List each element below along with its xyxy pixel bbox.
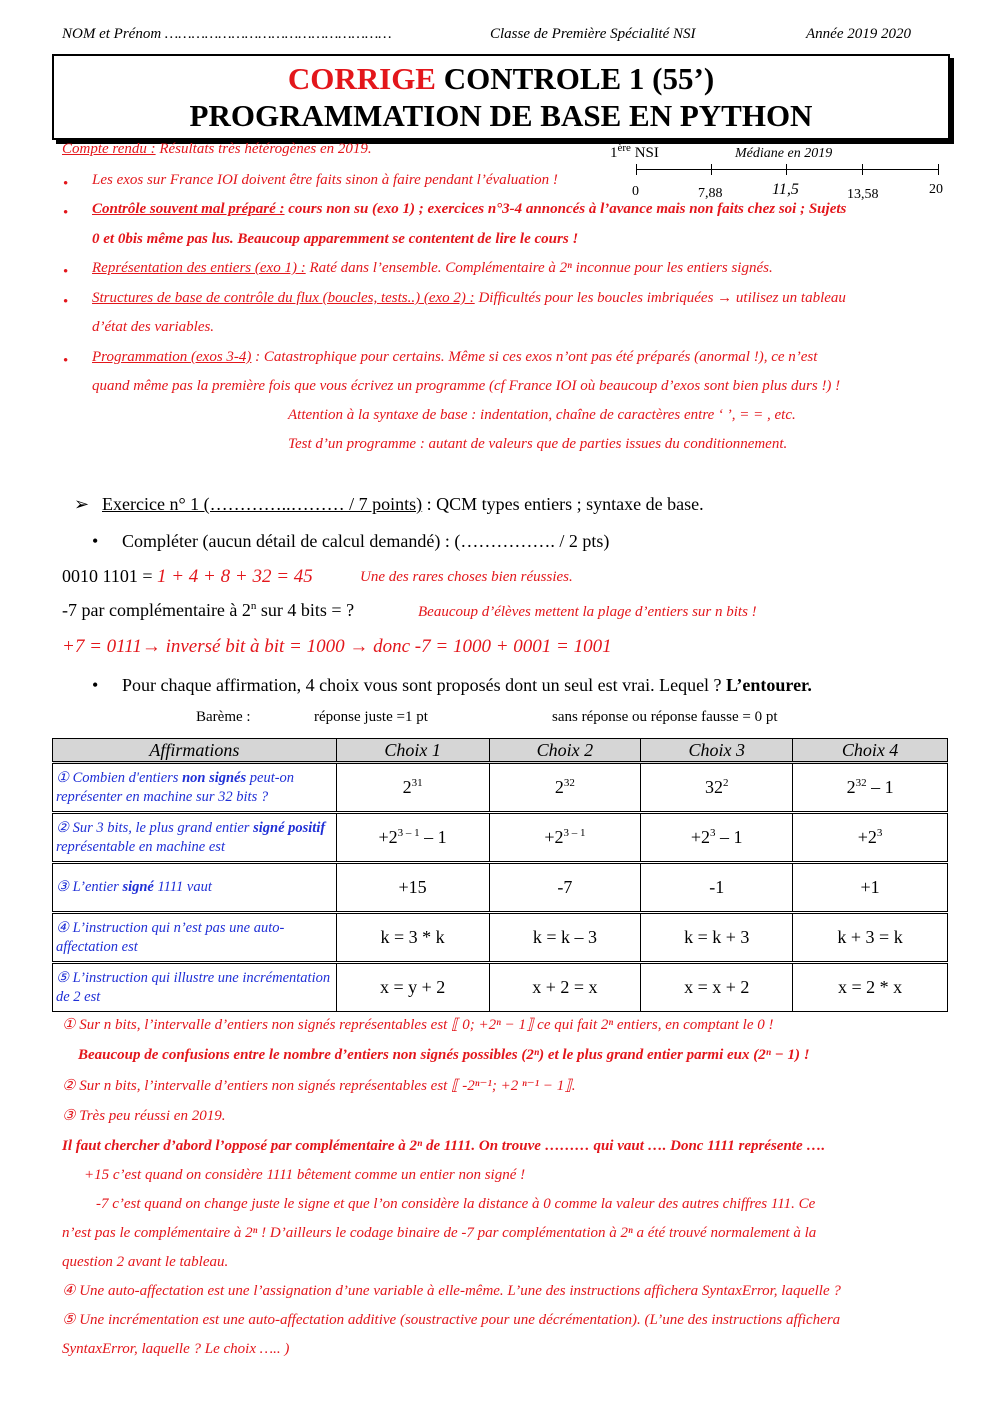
table-header: Choix 2 bbox=[489, 739, 641, 763]
header-year: Année 2019 2020 bbox=[806, 26, 911, 42]
correction-4: ④ Une auto-affectation est une l’assignation d’une variable à elle-même. L’une des instructions affichera SyntaxError, laquelle ? bbox=[62, 1283, 841, 1299]
table-header: Affirmations bbox=[53, 739, 337, 763]
report-note-2: Test d’un programme : autant de valeurs que de parties issues du conditionnement. bbox=[288, 436, 788, 452]
affirmation-number: ⑤ bbox=[56, 969, 69, 986]
exercise-1-desc: : QCM types entiers ; syntaxe de base. bbox=[422, 494, 704, 514]
report-bullet-heading: Programmation (exos 3-4) bbox=[92, 349, 252, 365]
choice-cell[interactable]: k = k – 3 bbox=[489, 913, 641, 963]
choice-cell[interactable]: $2^{32}$ bbox=[489, 763, 641, 813]
affirmation-cell bbox=[53, 863, 337, 913]
affirmation-cell bbox=[53, 813, 337, 863]
report-bullet-text: Raté dans l’ensemble. Complémentaire à 2ⁿ inconnue pour les entiers signés. bbox=[305, 260, 773, 276]
choice-cell[interactable]: +15 bbox=[336, 863, 489, 913]
title-line2: PROGRAMMATION DE BASE EN PYTHON bbox=[189, 98, 813, 133]
scale-tick bbox=[786, 164, 787, 175]
choice-cell[interactable]: $32^2$ bbox=[641, 763, 793, 813]
report-text: Résultats très hétérogènes en 2019. bbox=[155, 141, 372, 157]
scale-axis bbox=[636, 169, 939, 170]
choice-cell[interactable]: $+2^3$ bbox=[793, 813, 948, 863]
report-bullet-4-cont: d’état des variables. bbox=[92, 319, 215, 335]
affirmation-text: Combien d'entiers bbox=[72, 769, 183, 786]
table-header: Choix 4 bbox=[793, 739, 948, 763]
choice-cell[interactable]: -1 bbox=[641, 863, 793, 913]
affirmation-text-2: 1111 vaut bbox=[153, 879, 212, 895]
affirmation-text-2: peut-on représenter en machine sur 32 bits ? bbox=[56, 769, 295, 805]
scale-tick-label: 0 bbox=[632, 184, 639, 199]
choice-cell[interactable]: k = k + 3 bbox=[641, 913, 793, 963]
correction-3: ③ Très peu réussi en 2019. bbox=[62, 1108, 226, 1124]
table-row bbox=[53, 913, 948, 963]
table-row bbox=[53, 763, 948, 813]
header-class: Classe de Première Spécialité NSI bbox=[490, 26, 696, 42]
affirmation-text: L’entier bbox=[72, 879, 123, 895]
correction-3b: Il faut chercher d’abord l’opposé par complémentaire à 2ⁿ de 1111. On trouve ……… qui vaut …. Donc 1111 représente …. bbox=[62, 1138, 826, 1154]
report-note-1: Attention à la syntaxe de base : indentation, chaîne de caractères entre ‘ ’, = = , etc. bbox=[288, 407, 796, 423]
bullet-dot: • bbox=[63, 176, 69, 192]
bullet-2-bold: L’entourer. bbox=[726, 675, 812, 695]
title-line1-rest: CONTROLE 1 (55’) bbox=[436, 61, 715, 96]
exercise-1-line-a bbox=[62, 566, 313, 588]
scale-tick bbox=[636, 164, 637, 175]
exercise-arrow: ➢ bbox=[74, 494, 90, 514]
choice-cell[interactable]: k + 3 = k bbox=[793, 913, 948, 963]
affirmation-number: ④ bbox=[56, 919, 69, 936]
affirmation-bold: signé bbox=[122, 879, 154, 895]
scale-label bbox=[610, 142, 659, 162]
choice-cell[interactable]: -7 bbox=[489, 863, 641, 913]
correction-2: ② Sur n bits, l’intervalle d’entiers non signés représentables est ⟦ -2ⁿ⁻¹; +2 ⁿ⁻¹ − 1⟧. bbox=[62, 1078, 576, 1094]
choice-cell[interactable]: x = 2 * x bbox=[793, 963, 948, 1012]
affirmation-number: ① bbox=[56, 769, 69, 786]
bullet-dot: • bbox=[63, 264, 69, 280]
affirmation-text-2: représentable en machine est bbox=[56, 838, 225, 855]
report-bullet-2 bbox=[92, 195, 942, 224]
report-bullet-text: Difficultés pour les boucles imbriquées → utilisez un tableau bbox=[474, 290, 846, 306]
title-box bbox=[52, 54, 950, 140]
bareme-wrong: sans réponse ou réponse fausse = 0 pt bbox=[552, 709, 778, 725]
report-bullet-heading: Contrôle souvent mal préparé : bbox=[92, 201, 285, 217]
report-bullet-text: : Catastrophique pour certains. Même si ces exos n’ont pas été préparés (anormal !), ce n’est bbox=[251, 349, 818, 365]
line-b-sup: n bbox=[250, 600, 257, 612]
table-header: Choix 3 bbox=[641, 739, 793, 763]
bareme-label: Barème : bbox=[196, 709, 251, 725]
line-b-rest: sur 4 bits = ? bbox=[256, 600, 355, 620]
scale-tick-label: 20 bbox=[929, 182, 943, 197]
bullet-2-text: Pour chaque affirmation, 4 choix vous sont proposés dont un seul est vrai. Lequel ? bbox=[122, 675, 727, 695]
line-a-red: 1 + 4 + 8 + 32 = 45 bbox=[156, 566, 313, 587]
correction-3e: n’est pas le complémentaire à 2ⁿ ! D’ailleurs le codage binaire de -7 par complémentation à 2ⁿ a été trouvé normalement à la bbox=[62, 1225, 817, 1241]
title-corrige: CORRIGE bbox=[287, 61, 436, 96]
bullet-dot: • bbox=[92, 675, 99, 695]
line-b-black: -7 par complémentaire à 2 bbox=[62, 600, 251, 620]
correction-5: ⑤ Une incrémentation est une auto-affectation additive (soustractive pour une décrémentation). (L’une des instructions affichera bbox=[62, 1312, 841, 1328]
scale-tick bbox=[711, 164, 712, 175]
qcm-table bbox=[52, 738, 948, 1012]
scale-tick-label: 13,58 bbox=[847, 187, 879, 202]
report-bullet-3 bbox=[92, 254, 773, 283]
affirmation-cell bbox=[53, 763, 337, 813]
report-bullet-5 bbox=[92, 343, 817, 372]
correction-3d: -7 c’est quand on change juste le signe et que l’on considère la distance à 0 comme la valeur des autres chiffres 111. Ce bbox=[96, 1196, 816, 1212]
choice-cell[interactable]: x = x + 2 bbox=[641, 963, 793, 1012]
correction-1b: Beaucoup de confusions entre le nombre d’entiers non signés possibles (2ⁿ) et le plus grand entier parmi eux (2ⁿ − 1) ! bbox=[78, 1047, 810, 1063]
scale-tick-label: 7,88 bbox=[698, 186, 723, 201]
correction-1: ① Sur n bits, l’intervalle d’entiers non signés représentables est ⟦ 0; +2ⁿ − 1⟧ ce qui fait 2ⁿ entiers, en comptant le 0 ! bbox=[62, 1017, 774, 1033]
correction-3f: question 2 avant le tableau. bbox=[62, 1254, 229, 1270]
bareme-right: réponse juste =1 pt bbox=[314, 709, 428, 725]
choice-cell[interactable]: k = 3 * k bbox=[336, 913, 489, 963]
affirmation-cell bbox=[53, 963, 337, 1012]
report-bullet-heading: Représentation des entiers (exo 1) : bbox=[92, 260, 306, 276]
report-label: Compte rendu : bbox=[62, 141, 156, 157]
scale-tick bbox=[938, 164, 939, 175]
affirmation-cell bbox=[53, 913, 337, 963]
affirmation-number: ② bbox=[56, 819, 69, 836]
affirmation-text: L’instruction qui n’est pas une auto-affectation est bbox=[56, 919, 285, 955]
table-row bbox=[53, 963, 948, 1012]
affirmation-text: L’instruction qui illustre une incrémentation de 2 est bbox=[56, 969, 331, 1005]
report-bullet-1 bbox=[92, 166, 558, 195]
header-name: NOM et Prénom …………………………………………… bbox=[62, 26, 392, 42]
exercise-1-bullet-2 bbox=[122, 675, 812, 696]
choice-cell[interactable]: x = y + 2 bbox=[336, 963, 489, 1012]
choice-cell[interactable]: x + 2 = x bbox=[489, 963, 641, 1012]
choice-cell[interactable]: +1 bbox=[793, 863, 948, 913]
exercise-1-line-b bbox=[62, 600, 354, 621]
report-bullet-heading: Structures de base de contrôle du flux (boucles, tests..) (exo 2) : bbox=[92, 290, 475, 306]
table-header-row bbox=[53, 739, 948, 763]
exercise-1-label: Exercice n° 1 (…………..……… / 7 points) bbox=[102, 494, 423, 514]
title-line1 bbox=[54, 60, 948, 98]
scale-tick-label: 11,5 bbox=[772, 181, 799, 198]
scale-label-sup: ère bbox=[617, 142, 631, 154]
scale-tick bbox=[862, 164, 863, 175]
exercise-1-line-c: +7 = 0111→ inversé bit à bit = 1000 → donc -7 = 1000 + 0001 = 1001 bbox=[62, 636, 612, 657]
bullet-dot: • bbox=[92, 531, 99, 551]
choice-cell[interactable]: $2^{32} - 1$ bbox=[793, 763, 948, 813]
report-bullet-2-cont: 0 et 0bis même pas lus. Beaucoup apparemment se contentent de lire le cours ! bbox=[92, 231, 579, 247]
exercise-1-bullet-1: Compléter (aucun détail de calcul demandé) : (……………. / 2 pts) bbox=[122, 531, 610, 551]
report-bullet-text: cours non su (exo 1) ; exercices n°3-4 annoncés à l’avance mais non faits chez soi ; Sujets bbox=[284, 201, 847, 217]
choice-cell[interactable]: $+2^{3 - 1} - 1$ bbox=[336, 813, 489, 863]
scale-median-label: Médiane en 2019 bbox=[735, 146, 833, 161]
choice-cell[interactable]: $+2^3 - 1$ bbox=[641, 813, 793, 863]
exercise-1-title bbox=[102, 494, 704, 515]
report-header bbox=[62, 141, 372, 158]
affirmation-text: Sur 3 bits, le plus grand entier bbox=[72, 819, 254, 836]
correction-5b: SyntaxError, laquelle ? Le choix ….. ) bbox=[62, 1341, 290, 1357]
bullet-dot: • bbox=[63, 294, 69, 310]
report-bullet-text: Les exos sur France IOI doivent être faits sinon à faire pendant l’évaluation ! bbox=[92, 172, 558, 188]
scale-label-pre: 1 bbox=[610, 145, 618, 161]
affirmation-bold: non signés bbox=[182, 769, 247, 786]
bullet-dot: • bbox=[63, 205, 69, 221]
table-row bbox=[53, 863, 948, 913]
exercise-1-line-a-note: Une des rares choses bien réussies. bbox=[360, 569, 573, 585]
table-header: Choix 1 bbox=[336, 739, 489, 763]
report-bullet-4 bbox=[92, 284, 846, 313]
choice-cell[interactable]: $+2^{3 - 1}$ bbox=[489, 813, 641, 863]
affirmation-number: ③ bbox=[56, 879, 69, 895]
scale-label-post: NSI bbox=[630, 145, 659, 161]
correction-3c: +15 c’est quand on considère 1111 bêtement comme un entier non signé ! bbox=[84, 1167, 526, 1183]
choice-cell[interactable]: $2^{31}$ bbox=[336, 763, 489, 813]
line-a-black: 0010 1101 = bbox=[62, 566, 157, 586]
exercise-1-line-b-note: Beaucoup d’élèves mettent la plage d’entiers sur n bits ! bbox=[418, 604, 757, 620]
affirmation-bold: signé positif bbox=[253, 819, 326, 836]
bullet-dot: • bbox=[63, 353, 69, 369]
report-bullet-5-cont: quand même pas la première fois que vous écrivez un programme (cf France IOI où beaucoup d’exos sont bien plus durs !) ! bbox=[92, 378, 841, 394]
table-row bbox=[53, 813, 948, 863]
